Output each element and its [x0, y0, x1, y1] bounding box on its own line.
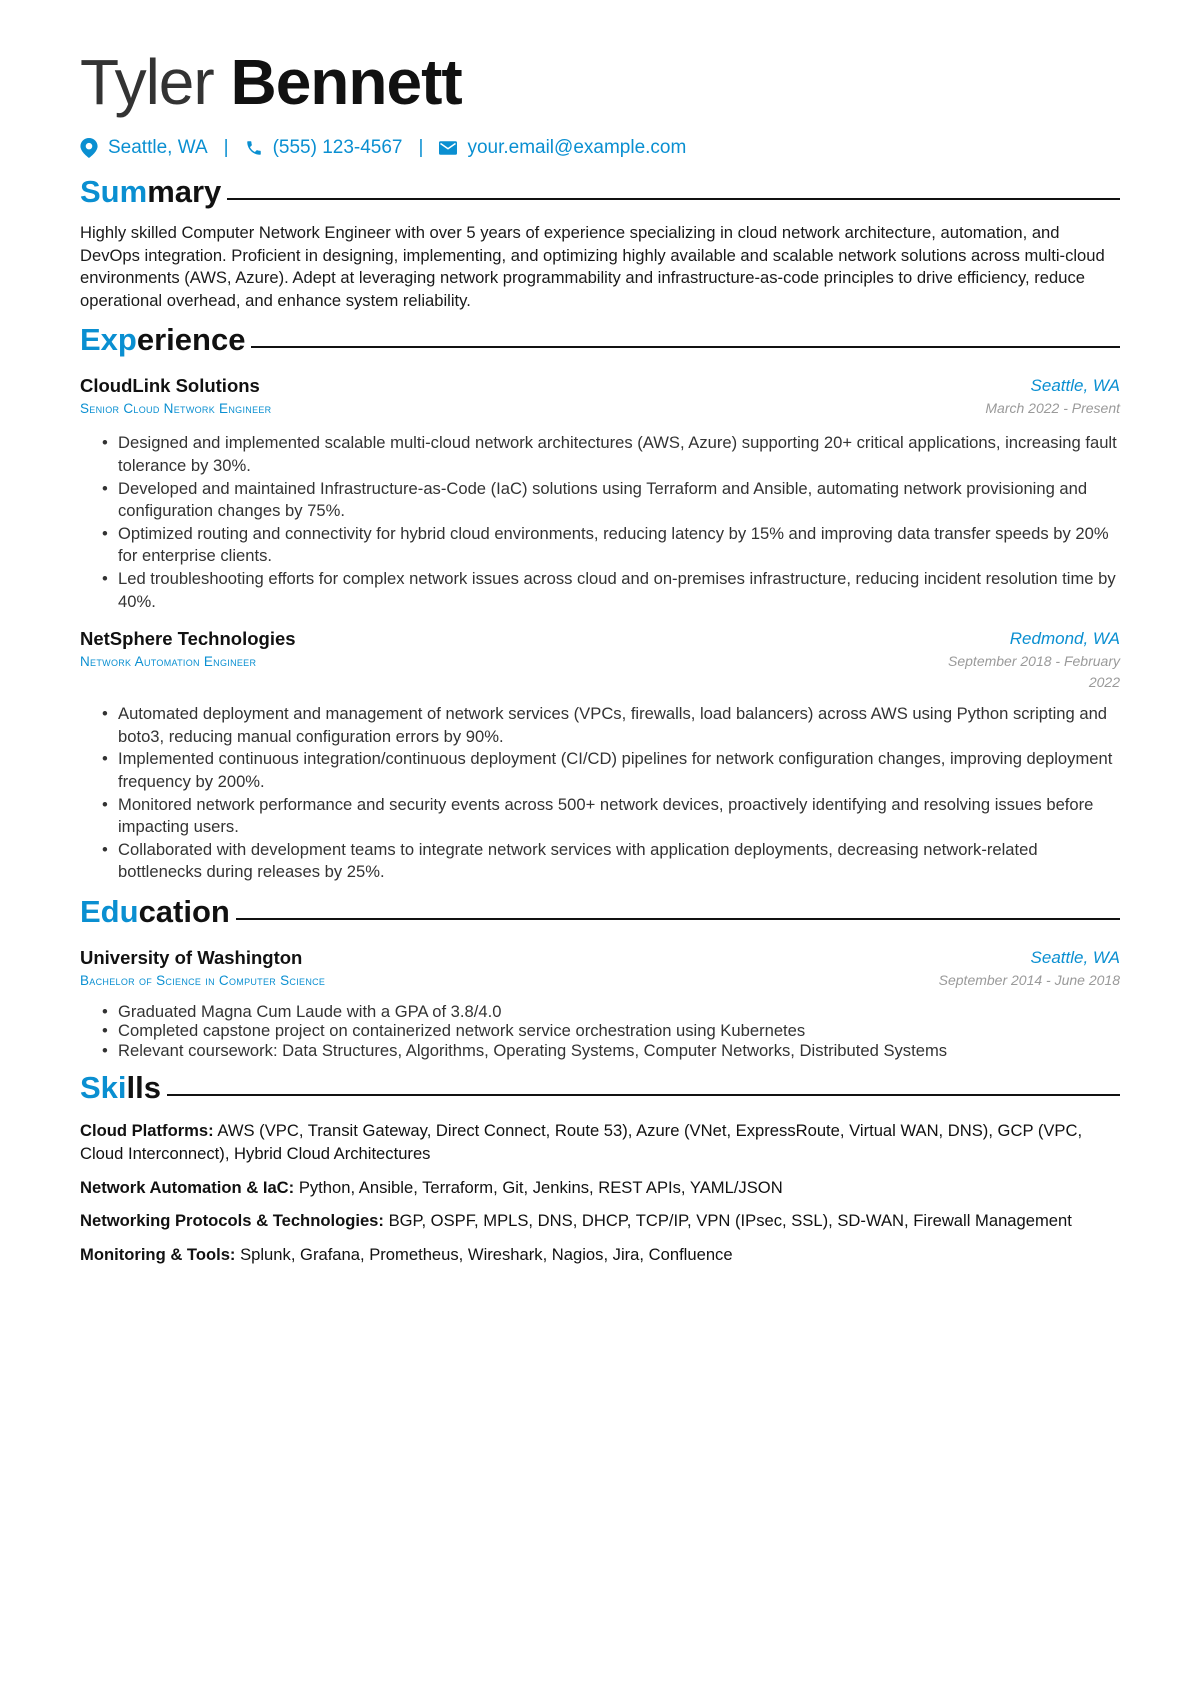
job-header: [80, 627, 1120, 693]
skill-row: [80, 1244, 1120, 1267]
list-item: • Monitored network performance and security events across 500+ network devices, proactively identifying and resolving issues before impacting users.: [80, 794, 1120, 839]
first-name: Tyler: [80, 46, 214, 118]
list-item: • Completed capstone project on containerized network service orchestration using Kubernetes: [80, 1021, 1120, 1041]
company-name: CloudLink Solutions: [80, 375, 260, 397]
list-item: • Implemented continuous integration/continuous deployment (CI/CD) pipelines for network configuration changes, improving deployment frequency by 200%.: [80, 748, 1120, 793]
list-item: • Graduated Magna Cum Laude with a GPA of 3.8/4.0: [80, 1002, 1120, 1022]
job-dates: September 2018 - February 2022: [948, 653, 1120, 691]
last-name: Bennett: [230, 46, 462, 118]
skills-heading-accent: Ski: [80, 1070, 127, 1106]
education-right: [939, 946, 1120, 991]
skills-heading: [80, 1068, 1120, 1108]
education-left: [80, 946, 325, 992]
education-dates: September 2014 - June 2018: [938, 971, 1120, 988]
job-right: [985, 374, 1120, 419]
section-rule: [167, 1094, 1120, 1096]
phone-link[interactable]: (555) 123-4567: [272, 137, 403, 158]
skill-label: Monitoring & Tools:: [80, 1244, 236, 1264]
skill-value: Python, Ansible, Terraform, Git, Jenkins, REST APIs, YAML/JSON: [298, 1177, 783, 1197]
job-dates: March 2022 - Present: [985, 400, 1120, 417]
skill-label: Networking Protocols & Technologies:: [80, 1211, 384, 1231]
location-text: Seattle, WA: [108, 137, 208, 158]
experience-heading-rest: erience: [136, 322, 246, 358]
separator: |: [418, 137, 424, 158]
skill-row: [80, 1120, 1120, 1165]
list-item: • Designed and implemented scalable multi-cloud network architectures (AWS, Azure) supporting 20+ critical applications, increasing fault tolerance by 30%.: [80, 432, 1120, 477]
section-rule: [236, 918, 1120, 920]
education-bullets: [80, 1002, 1120, 1061]
resume-content: [80, 0, 1120, 1277]
contact-bar: [80, 134, 1120, 162]
list-item: • Relevant coursework: Data Structures, Algorithms, Operating Systems, Computer Networks, Distributed Systems: [80, 1041, 1120, 1061]
degree: Bachelor of Science in Computer Science: [80, 972, 326, 988]
education-header: [80, 946, 1120, 992]
map-marker-icon: [80, 138, 98, 158]
skills-heading-rest: lls: [126, 1070, 161, 1106]
company-name: NetSphere Technologies: [80, 628, 296, 650]
list-item: • Developed and maintained Infrastructure-as-Code (IaC) solutions using Terraform and Ansible, automating network provisioning and configuration changes by 75%.: [80, 478, 1120, 523]
job-location: Redmond, WA: [1009, 629, 1120, 649]
summary-heading-accent: Sum: [80, 174, 148, 209]
skill-label: Network Automation & IaC:: [80, 1177, 295, 1197]
job-title: Network Automation Engineer: [80, 654, 257, 670]
skill-row: [80, 1210, 1120, 1233]
job-header: [80, 374, 1120, 420]
skills-list: [80, 1120, 1120, 1266]
envelope-icon: [439, 138, 457, 158]
education-entry: [80, 946, 1120, 1061]
job-right: [930, 627, 1120, 693]
summary-text: Highly skilled Computer Network Engineer with over 5 years of experience specializing in cloud network architecture, automation, and DevOps integration. Proficient in designing, implementing, and optimizing highly available and scalable network solutions across multi-cloud environments (AWS, Azure). Adept at leveraging network programmability and infrastructure-as-code principles to drive efficiency, reduce operational overhead, and enhance system reliability.: [80, 223, 1105, 310]
education-heading: [80, 892, 1120, 932]
phone-icon: [245, 138, 263, 158]
summary-heading-rest: mary: [147, 174, 222, 209]
skill-row: [80, 1177, 1120, 1200]
email-link[interactable]: your.email@example.com: [467, 137, 687, 158]
job-title: Senior Cloud Network Engineer: [80, 401, 272, 417]
summary-heading: [80, 172, 1120, 212]
experience-heading-accent: Exp: [80, 322, 137, 358]
experience-heading: [80, 320, 1120, 360]
section-rule: [251, 346, 1120, 348]
job-bullets: [80, 703, 1120, 884]
school-name: University of Washington: [80, 946, 303, 968]
skill-value: BGP, OSPF, MPLS, DNS, DHCP, TCP/IP, VPN (IPsec, SSL), SD-WAN, Firewall Management: [388, 1211, 1072, 1231]
job-entry: [80, 627, 1120, 884]
list-item: • Optimized routing and connectivity for hybrid cloud environments, reducing latency by 15% and improving data transfer speeds by 20% for enterprise clients.: [80, 523, 1120, 568]
skill-value: AWS (VPC, Transit Gateway, Direct Connect, Route 53), Azure (VNet, ExpressRoute, Virtual WAN, DNS), GCP (VPC, Cloud Interconnect), Hybrid Cloud Architectures: [80, 1121, 1083, 1163]
job-left: [80, 374, 271, 420]
education-heading-accent: Edu: [80, 893, 139, 929]
education-heading-rest: cation: [138, 893, 230, 929]
section-rule: [227, 198, 1120, 200]
job-bullets: [80, 432, 1120, 613]
skill-label: Cloud Platforms:: [80, 1121, 214, 1141]
job-entry: [80, 374, 1120, 613]
candidate-name: [80, 44, 1120, 120]
job-left: [80, 627, 296, 673]
skill-value: Splunk, Grafana, Prometheus, Wireshark, Nagios, Jira, Confluence: [240, 1244, 733, 1264]
list-item: • Led troubleshooting efforts for complex network issues across cloud and on-premises infrastructure, reducing incident resolution time by 40%.: [80, 568, 1120, 613]
education-location: Seattle, WA: [1030, 947, 1120, 967]
job-location: Seattle, WA: [1030, 376, 1120, 396]
separator: |: [223, 137, 229, 158]
list-item: • Automated deployment and management of network services (VPCs, firewalls, load balancers) across AWS using Python scripting and boto3, reducing manual configuration errors by 90%.: [80, 703, 1120, 748]
list-item: • Collaborated with development teams to integrate network services with application deployments, decreasing network-related bottlenecks during releases by 25%.: [80, 839, 1120, 884]
